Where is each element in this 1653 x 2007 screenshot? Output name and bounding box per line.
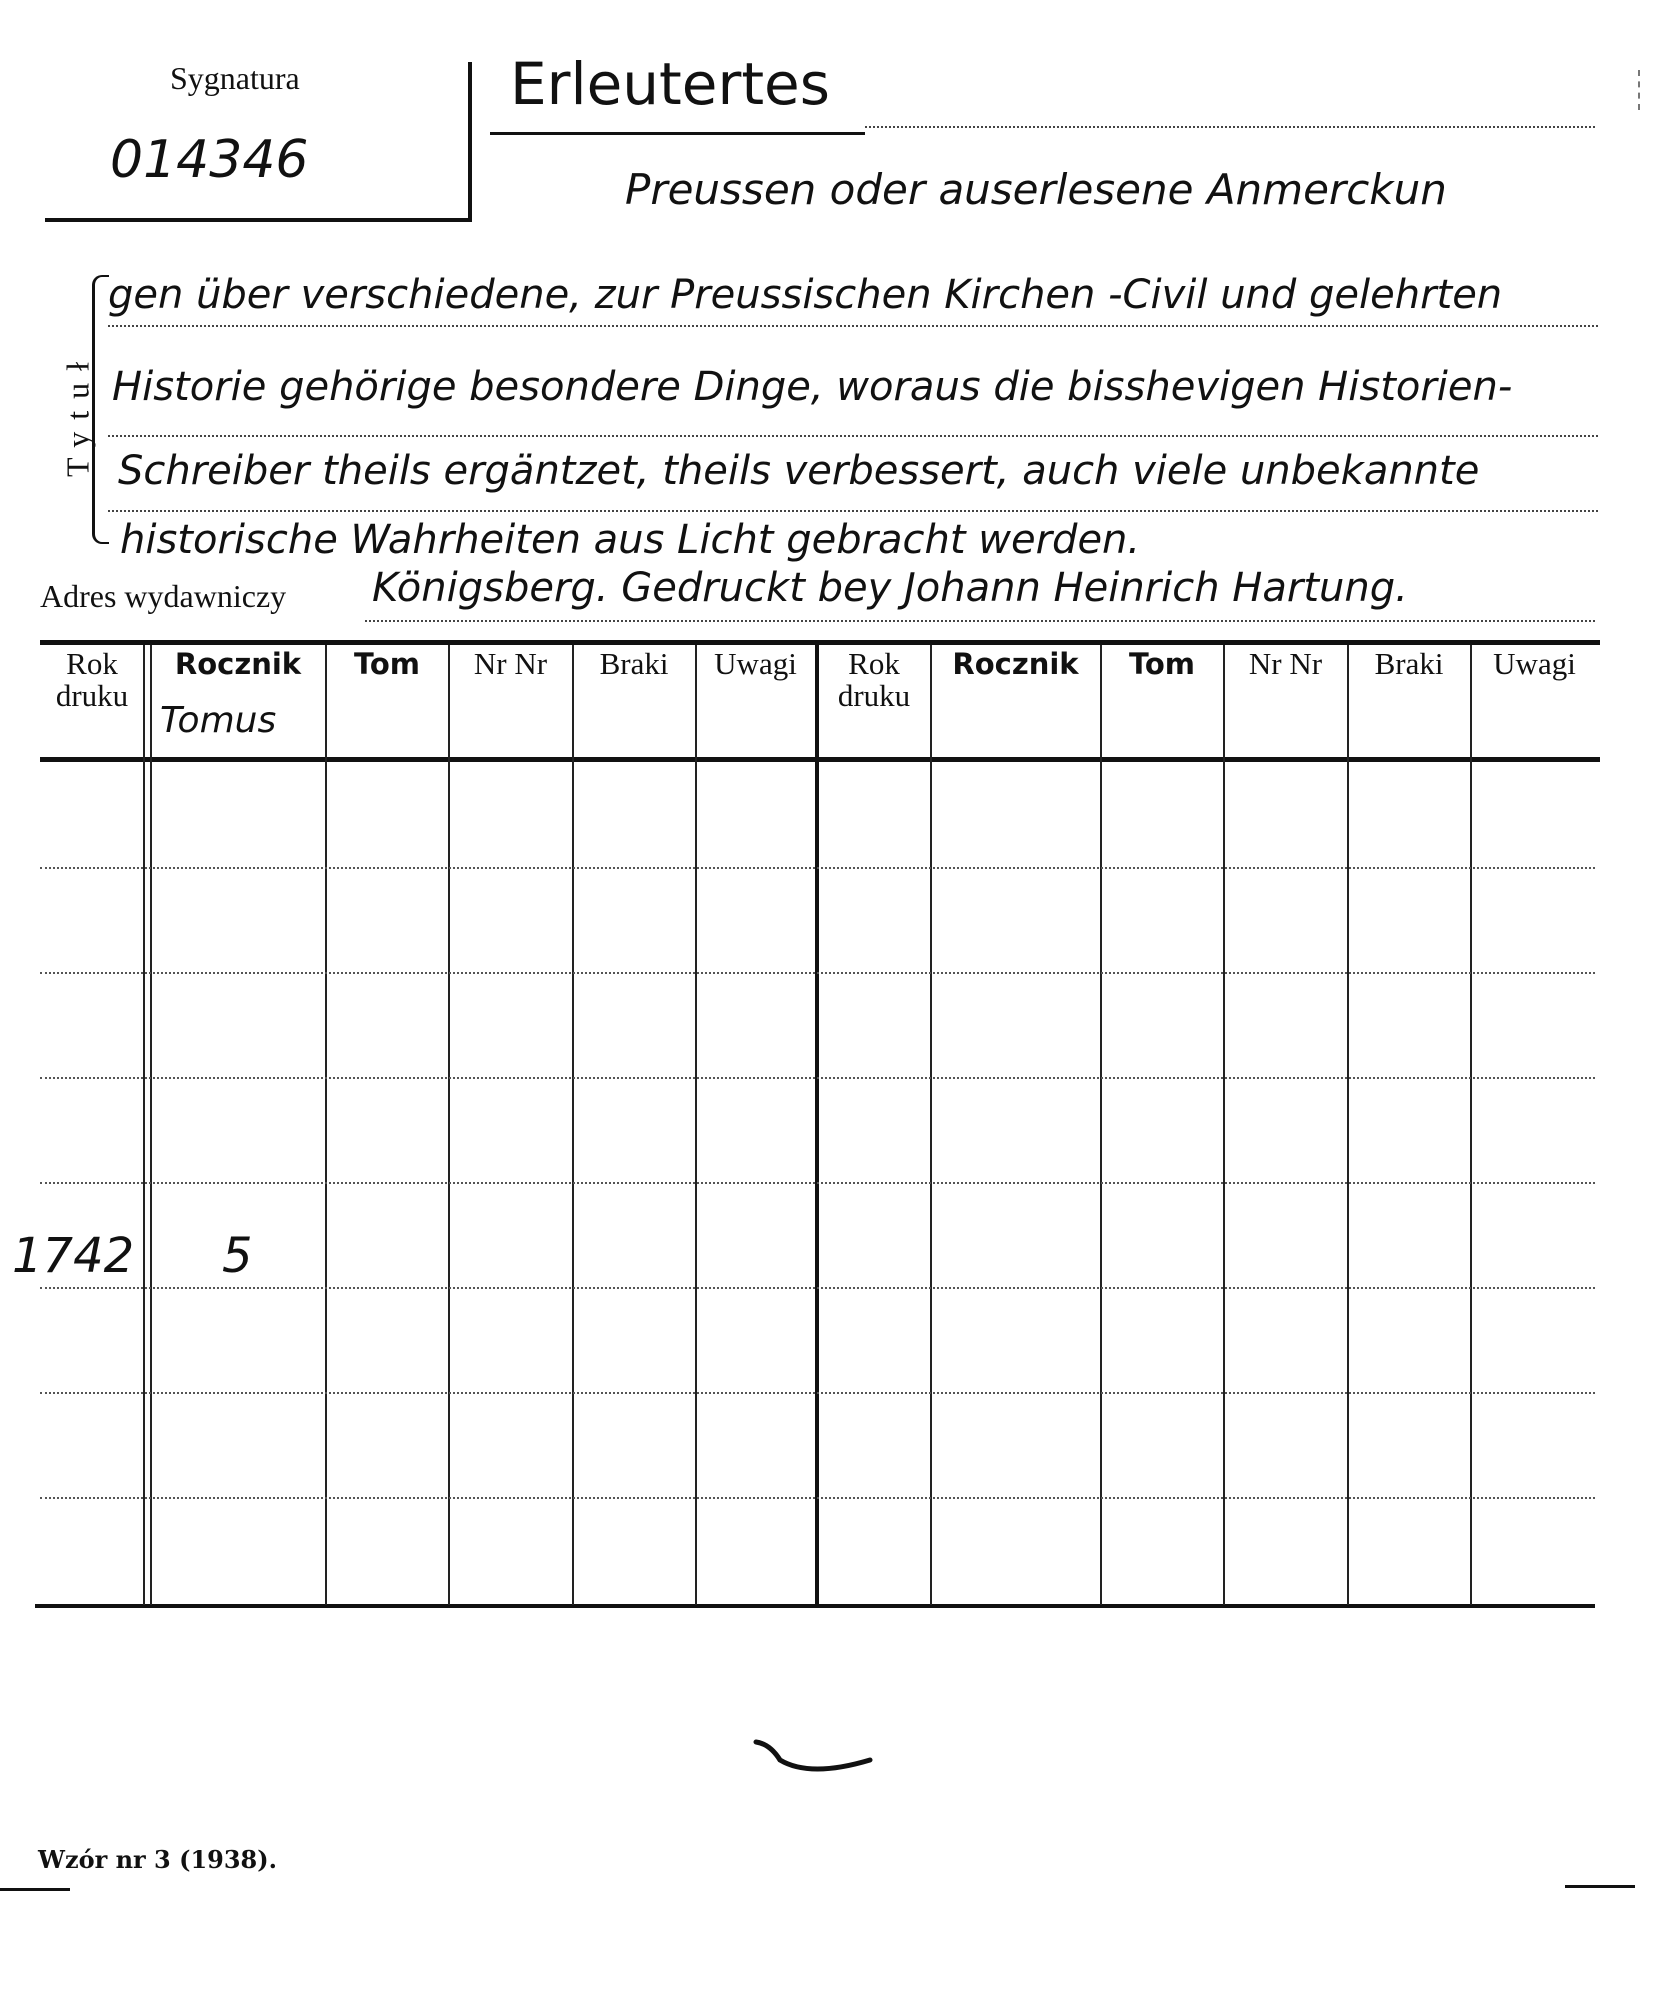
col-line-8 [1100,645,1102,1605]
col-header-rok-druku: Rok druku [55,646,129,713]
col-header-rocznik: Rocznik [174,647,302,681]
table-header-rule [40,757,1600,762]
col-line-2 [325,645,327,1605]
title-dotted-line-2 [108,325,1598,327]
col-line-4 [572,645,574,1605]
col-header-rocznik-handwritten: Tomus [160,700,277,741]
signature-label: Sygnatura [170,60,300,96]
title-label: Tytuł [59,349,96,478]
col-header-uwagi-right: Uwagi [1493,646,1576,681]
signature-divider [468,62,472,222]
col-line-10 [1347,645,1349,1605]
title-line-1: Preussen oder auserlesene Anmerckun [625,165,1447,214]
col-header-rok-druku-right: Rok druku [837,646,911,713]
signature-underline [45,218,470,222]
title-word: Erleutertes [510,50,830,118]
col-line-11 [1470,645,1472,1605]
col-line-7 [930,645,932,1605]
title-line-2: gen über verschiedene, zur Preussischen Kirchen -Civil und gelehrten [108,272,1503,318]
title-line-4: Schreiber theils ergäntzet, theils verbessert, auch viele unbekannte [118,448,1480,494]
title-dotted-line-0 [865,126,1595,128]
col-line-9 [1223,645,1225,1605]
col-header-tom: Tom [353,647,421,681]
title-line-3: Historie gehörige besondere Dinge, woraus die bisshevigen Historien- [112,364,1513,410]
col-line-1a [143,645,145,1605]
col-header-nr: Nr Nr [473,646,548,681]
pen-mark [750,1730,890,1790]
row-line [40,1392,1595,1394]
title-dotted-line-4 [108,510,1598,512]
col-header-nr-right: Nr Nr [1248,646,1323,681]
row-line [40,1287,1595,1289]
title-line-5: historische Wahrheiten aus Licht gebracht werden. [120,517,1141,563]
entry-rok-druku: 1742 [12,1228,135,1284]
publisher-label: Adres wydawniczy [40,578,287,614]
punch-marks [1638,70,1642,110]
signature-value: 014346 [110,130,309,190]
row-line [40,1182,1595,1184]
row-line [40,1497,1595,1499]
edge-mark-right [1565,1885,1635,1888]
title-bracket [92,275,109,544]
form-note: Wzór nr 3 (1938). [38,1845,277,1874]
col-header-braki-right: Braki [1374,646,1444,681]
title-word-underline [490,132,865,135]
entry-tom: 5 [222,1228,253,1284]
edge-mark-left [0,1888,70,1891]
publisher-dotted-line [365,620,1595,622]
col-line-1b [150,645,152,1605]
col-header-uwagi: Uwagi [714,646,797,681]
col-header-rocznik-right: Rocznik [952,647,1079,681]
row-line [40,972,1595,974]
title-dotted-line-3 [108,435,1598,437]
row-line [40,867,1595,869]
col-header-tom-right: Tom [1128,647,1196,681]
col-line-3 [448,645,450,1605]
col-header-braki: Braki [599,646,669,681]
publisher-value: Königsberg. Gedruckt bey Johann Heinrich Hartung. [372,565,1408,611]
table-top-rule [40,640,1600,645]
col-line-5 [695,645,697,1605]
row-line [40,1077,1595,1079]
col-line-center [815,645,819,1605]
